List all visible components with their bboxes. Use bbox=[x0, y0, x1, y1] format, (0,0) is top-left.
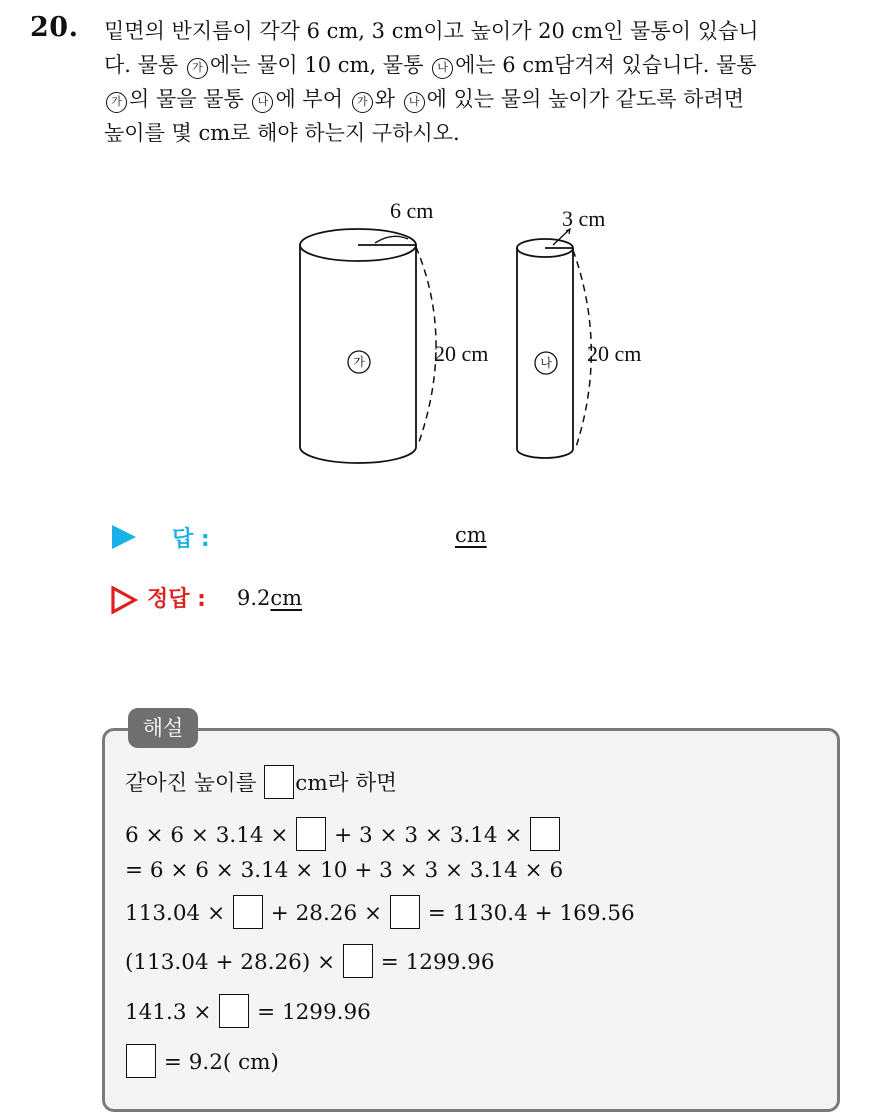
correct-answer-row bbox=[110, 582, 710, 618]
answer-unit: cm bbox=[455, 523, 487, 547]
solution-text: (113.04 + 28.26) × bbox=[125, 950, 336, 975]
marker-ga-icon: 가 bbox=[187, 58, 208, 79]
question-text-segment: 와 bbox=[374, 87, 402, 111]
cylinders-figure bbox=[290, 190, 690, 490]
question-text-segment: 에는 물이 10 cm, 물통 bbox=[209, 53, 431, 77]
marker-na-label: 나 bbox=[540, 356, 552, 370]
solution-text: 같아진 높이를 bbox=[125, 771, 257, 796]
solution-text: + 3 × 3 × 3.14 × bbox=[334, 823, 523, 848]
marker-na-icon: 나 bbox=[252, 92, 273, 113]
correct-answer-value bbox=[237, 586, 302, 610]
cylinder-na bbox=[517, 229, 591, 458]
correct-value-unit: cm bbox=[270, 586, 303, 610]
solution-text: = 6 × 6 × 3.14 × 10 + 3 × 3 × 3.14 × 6 bbox=[125, 858, 564, 883]
solution-line-2 bbox=[125, 817, 561, 851]
unknown-box bbox=[296, 817, 326, 851]
question-text-segment: 에는 6 cm담겨져 있습니다. 물통 bbox=[455, 53, 757, 77]
answer-label: 답 : bbox=[172, 527, 210, 552]
correct-answer-label: 정답 : bbox=[147, 587, 206, 612]
right-radius-label: 3 cm bbox=[562, 206, 606, 231]
question-text-segment: 의 물을 물통 bbox=[129, 87, 251, 111]
solution-text: = 1130.4 + 169.56 bbox=[427, 901, 635, 926]
solution-text: 6 × 6 × 3.14 × bbox=[125, 823, 289, 848]
solution-line-5 bbox=[125, 944, 495, 978]
marker-na-icon: 나 bbox=[404, 92, 425, 113]
solution-text: + 28.26 × bbox=[270, 901, 383, 926]
cylinder-ga bbox=[300, 229, 436, 463]
question-text-segment: 에 있는 물의 높이가 같도록 하려면 bbox=[426, 87, 745, 111]
solution-text: = 1299.96 bbox=[257, 1000, 371, 1025]
question-text bbox=[104, 14, 864, 150]
question-line-2 bbox=[104, 48, 864, 82]
question-text-segment: 에 부어 bbox=[275, 87, 350, 111]
correct-value-number: 9.2 bbox=[237, 586, 271, 610]
unknown-box bbox=[343, 944, 373, 978]
question-text-segment: 다. 물통 bbox=[104, 53, 185, 77]
left-height-label: 20 cm bbox=[434, 341, 489, 366]
marker-ga-icon: 가 bbox=[352, 92, 373, 113]
question-line-4: 높이를 몇 cm로 해야 하는지 구하시오. bbox=[104, 121, 460, 145]
marker-na-icon: 나 bbox=[432, 58, 453, 79]
play-triangle-icon bbox=[110, 524, 138, 550]
question-number: 20. bbox=[30, 12, 79, 43]
solution-text: 141.3 × bbox=[125, 1000, 212, 1025]
solution-text: 113.04 × bbox=[125, 901, 226, 926]
solution-text: = 9.2( cm) bbox=[163, 1050, 279, 1075]
unknown-box bbox=[264, 765, 294, 799]
solution-line-1 bbox=[125, 765, 397, 799]
outline-triangle-icon bbox=[110, 586, 138, 614]
right-height-label: 20 cm bbox=[587, 341, 642, 366]
unknown-box bbox=[530, 817, 560, 851]
solution-line-7 bbox=[125, 1044, 279, 1078]
answer-row bbox=[110, 520, 710, 556]
left-radius-label: 6 cm bbox=[390, 198, 434, 223]
question-line-3 bbox=[104, 82, 864, 116]
unknown-box bbox=[390, 895, 420, 929]
unknown-box bbox=[126, 1044, 156, 1078]
question-line-1: 밑면의 반지름이 각각 6 cm, 3 cm이고 높이가 20 cm인 물통이 있습니 bbox=[104, 19, 759, 43]
solution-line-6 bbox=[125, 994, 371, 1028]
unknown-box bbox=[219, 994, 249, 1028]
unknown-box bbox=[233, 895, 263, 929]
solution-tag: 해설 bbox=[128, 708, 198, 748]
solution-line-3 bbox=[125, 858, 563, 883]
solution-text: = 1299.96 bbox=[380, 950, 495, 975]
solution-text: cm라 하면 bbox=[295, 771, 397, 796]
solution-line-4 bbox=[125, 895, 635, 929]
marker-ga-icon: 가 bbox=[106, 92, 127, 113]
marker-ga-label: 가 bbox=[353, 355, 365, 369]
